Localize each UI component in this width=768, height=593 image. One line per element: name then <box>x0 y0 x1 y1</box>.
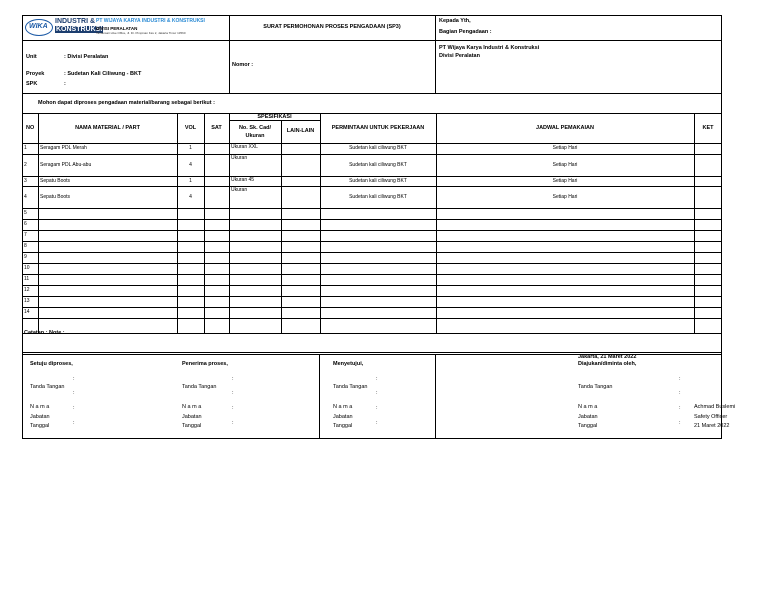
sig-colon: : <box>376 376 378 382</box>
kepada-label: Kepada Yth, <box>439 18 471 24</box>
sig-col3-title: Menyetujui, <box>333 361 364 367</box>
cell-nama: Sepatu Boots <box>40 177 71 184</box>
cell-no: 1 <box>24 145 27 151</box>
th-jadwal: JADWAL PEMAKAIAN <box>536 125 594 131</box>
spk-label: SPK <box>26 81 38 87</box>
th-sk-cad-1: No. Sk. Cad/ <box>238 125 272 131</box>
sig-colon: : <box>73 420 75 426</box>
proyek-label: Proyek <box>26 71 45 77</box>
sig-nama-label: N a m a <box>333 404 353 410</box>
sig-jabatan-label: Jabatan <box>30 414 50 420</box>
cell-no: 7 <box>24 232 27 238</box>
cell-vol: 4 <box>189 193 192 200</box>
th-sat: SAT <box>211 125 222 131</box>
brand-line2: KONSTRUKSI <box>56 26 103 33</box>
cell-no: 10 <box>24 265 30 271</box>
brand-line1: INDUSTRI & <box>55 18 96 25</box>
sig-tanggal-label: Tanggal <box>182 423 202 429</box>
sig-colon: : <box>232 376 234 382</box>
sig-nama-label: N a m a <box>578 404 598 410</box>
cell-permintaan: Sudetan kali ciliwung BKT <box>349 145 407 151</box>
sig-jabatan-label: Jabatan <box>333 414 353 420</box>
th-vol: VOL <box>184 125 197 131</box>
sig-nama-label: N a m a <box>30 404 50 410</box>
spk-value: : <box>64 81 66 87</box>
doc-title: SURAT PERMOHONAN PROSES PENGADAAN (SP3) <box>263 24 401 30</box>
division-name: DIVISI PERALATAN <box>96 26 138 31</box>
sig-colon: : <box>232 420 234 426</box>
sig-jabatan-value: Safety Officer <box>694 414 728 420</box>
sig-nama-label: N a m a <box>182 404 202 410</box>
sig-tanda-tangan: Tanda Tangan <box>578 384 613 390</box>
th-ket: KET <box>702 125 714 131</box>
sig-col4-place-date: Jakarta, 21 Maret 2022 <box>578 354 637 360</box>
cell-spek: Ukuran <box>231 155 248 161</box>
th-sk-cad-2: Ukuran <box>245 133 265 139</box>
recipient-company: PT Wijaya Karya Industri & Konstruksi <box>439 45 540 51</box>
catatan-label: Catatan : Note : <box>24 330 65 336</box>
sig-tanda-tangan: Tanda Tangan <box>333 384 368 390</box>
cell-no: 8 <box>24 243 27 249</box>
cell-jadwal: Setiap Hari <box>552 177 578 184</box>
cell-vol: 1 <box>189 145 192 151</box>
cell-spek: Ukuran XXL <box>231 144 258 150</box>
cell-no: 12 <box>24 287 30 293</box>
sig-colon: : <box>376 405 378 411</box>
cell-spek: Ukuran <box>231 187 248 193</box>
cell-jadwal: Setiap Hari <box>552 145 578 151</box>
th-nama: NAMA MATERIAL / PART <box>75 125 140 131</box>
proyek-value: : Sudetan Kali Ciliwung - BKT <box>64 71 142 77</box>
sig-colon: : <box>73 405 75 411</box>
th-permintaan: PERMINTAAN UNTUK PEKERJAAN <box>331 125 425 131</box>
cell-vol: 1 <box>189 177 192 184</box>
sig-colon: : <box>232 390 234 396</box>
sig-colon: : <box>376 390 378 396</box>
cell-spek: Ukuran 45 <box>231 177 255 183</box>
sig-tanggal-label: Tanggal <box>30 423 50 429</box>
sig-col1-title: Setuju diproses, <box>30 361 73 367</box>
sig-colon: : <box>679 390 681 396</box>
unit-label: Unit <box>26 54 37 60</box>
logo-text: WIKA <box>29 23 48 30</box>
sig-jabatan-label: Jabatan <box>182 414 202 420</box>
sig-colon: : <box>73 390 75 396</box>
sig-colon: : <box>679 420 681 426</box>
sig-col2-title: Penerima proses, <box>182 361 228 367</box>
company-address: Tamansari Hive Office, Jl. Dr. Pimpinan Kav 2, Jakarta Timur 13560 <box>96 31 186 35</box>
request-text: Mohon dapat diproses pengadaan material/barang sebagai berikut : <box>38 100 215 106</box>
cell-permintaan: Sudetan kali ciliwung BKT <box>349 193 407 200</box>
cell-nama: Sepatu Boots <box>40 193 71 200</box>
th-no: NO <box>26 125 35 131</box>
sig-jabatan-label: Jabatan <box>578 414 598 420</box>
cell-permintaan: Sudetan kali ciliwung BKT <box>349 177 407 184</box>
cell-no: 6 <box>24 221 27 227</box>
th-spesifikasi: SPESIFIKASI <box>257 114 292 120</box>
cell-no: 5 <box>24 210 27 216</box>
nomor-label: Nomor : <box>232 62 254 68</box>
sig-tanda-tangan: Tanda Tangan <box>182 384 217 390</box>
cell-no: 14 <box>24 309 30 315</box>
cell-jadwal: Setiap Hari <box>552 193 578 200</box>
sig-tanggal-label: Tanggal <box>333 423 353 429</box>
cell-nama: Seragam PDL Merah <box>40 145 87 151</box>
sig-colon: : <box>73 376 75 382</box>
recipient-division: Divisi Peralatan <box>439 53 480 59</box>
sig-colon: : <box>376 420 378 426</box>
sig-col4-title: Diajukan/diminta oleh, <box>578 361 637 367</box>
sig-tanggal-value: 21 Maret 2022 <box>694 423 730 429</box>
cell-no: 2 <box>24 161 27 168</box>
cell-vol: 4 <box>189 161 192 168</box>
cell-jadwal: Setiap Hari <box>552 161 578 168</box>
sig-name-value: Achmad Buslemi <box>694 404 736 410</box>
cell-no: 11 <box>24 276 30 282</box>
cell-no: 4 <box>24 193 27 200</box>
unit-value: : Divisi Peralatan <box>64 54 109 60</box>
th-lain: LAIN-LAIN <box>286 128 315 134</box>
cell-permintaan: Sudetan kali ciliwung BKT <box>349 161 407 168</box>
sig-tanda-tangan: Tanda Tangan <box>30 384 65 390</box>
cell-no: 9 <box>24 254 27 260</box>
sig-colon: : <box>679 405 681 411</box>
cell-no: 3 <box>24 177 27 184</box>
company-name: PT WIJAYA KARYA INDUSTRI & KONSTRUKSI <box>96 18 205 24</box>
sig-colon: : <box>232 405 234 411</box>
bagian-pengadaan: Bagian Pengadaan : <box>439 29 492 35</box>
wika-logo <box>25 19 53 36</box>
cell-nama: Seragam PDL Abu-abu <box>40 161 92 168</box>
sig-tanggal-label: Tanggal <box>578 423 598 429</box>
sig-colon: : <box>679 376 681 382</box>
cell-no: 13 <box>24 298 30 304</box>
